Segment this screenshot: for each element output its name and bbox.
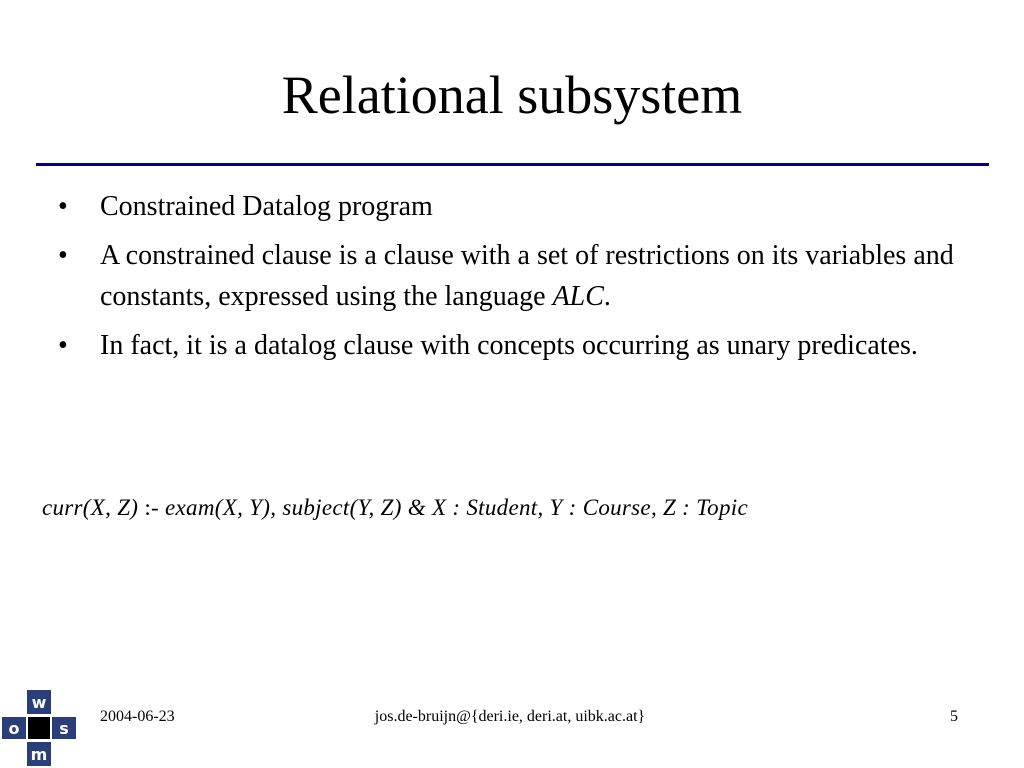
bullet-item (58, 325, 958, 366)
bullet-list (58, 186, 958, 374)
title-divider (36, 163, 989, 166)
bullet-emphasis: ALC (552, 281, 604, 312)
logo-letter: s (59, 719, 69, 738)
footer-email: jos.de-bruijn@{deri.ie, deri.at, uibk.ac.at} (374, 708, 646, 725)
bullet-text: Constrained Datalog program (100, 191, 433, 222)
logo-letter: w (31, 693, 47, 712)
bullet-marker: • (58, 240, 68, 271)
logo-letter: m (30, 745, 48, 764)
bullet-suffix: . (603, 281, 611, 312)
constrained-clause-formula (42, 488, 982, 528)
formula-head: curr(X, Z) (42, 495, 139, 520)
bullet-text: A constrained clause is a clause with a set of restrictions on its variables and constants, expressed using the language (100, 240, 954, 312)
bullet-text: In fact, it is a datalog clause with concepts occurring as unary predicates. (100, 330, 918, 361)
bullet-item (58, 186, 958, 227)
slide-title: Relational subsystem (281, 65, 743, 125)
formula-body: exam(X, Y), subject(Y, Z) & X : Student, Y : Course, Z : Topic (165, 495, 748, 520)
footer-date: 2004-06-23 (100, 708, 175, 725)
formula-neck: :- (138, 495, 166, 520)
logo-letter: o (8, 719, 20, 738)
wsmo-logo-icon (0, 688, 80, 768)
bullet-marker: • (58, 330, 68, 361)
bullet-marker: • (58, 191, 68, 222)
page-number: 5 (950, 708, 958, 725)
bullet-item (58, 235, 958, 317)
